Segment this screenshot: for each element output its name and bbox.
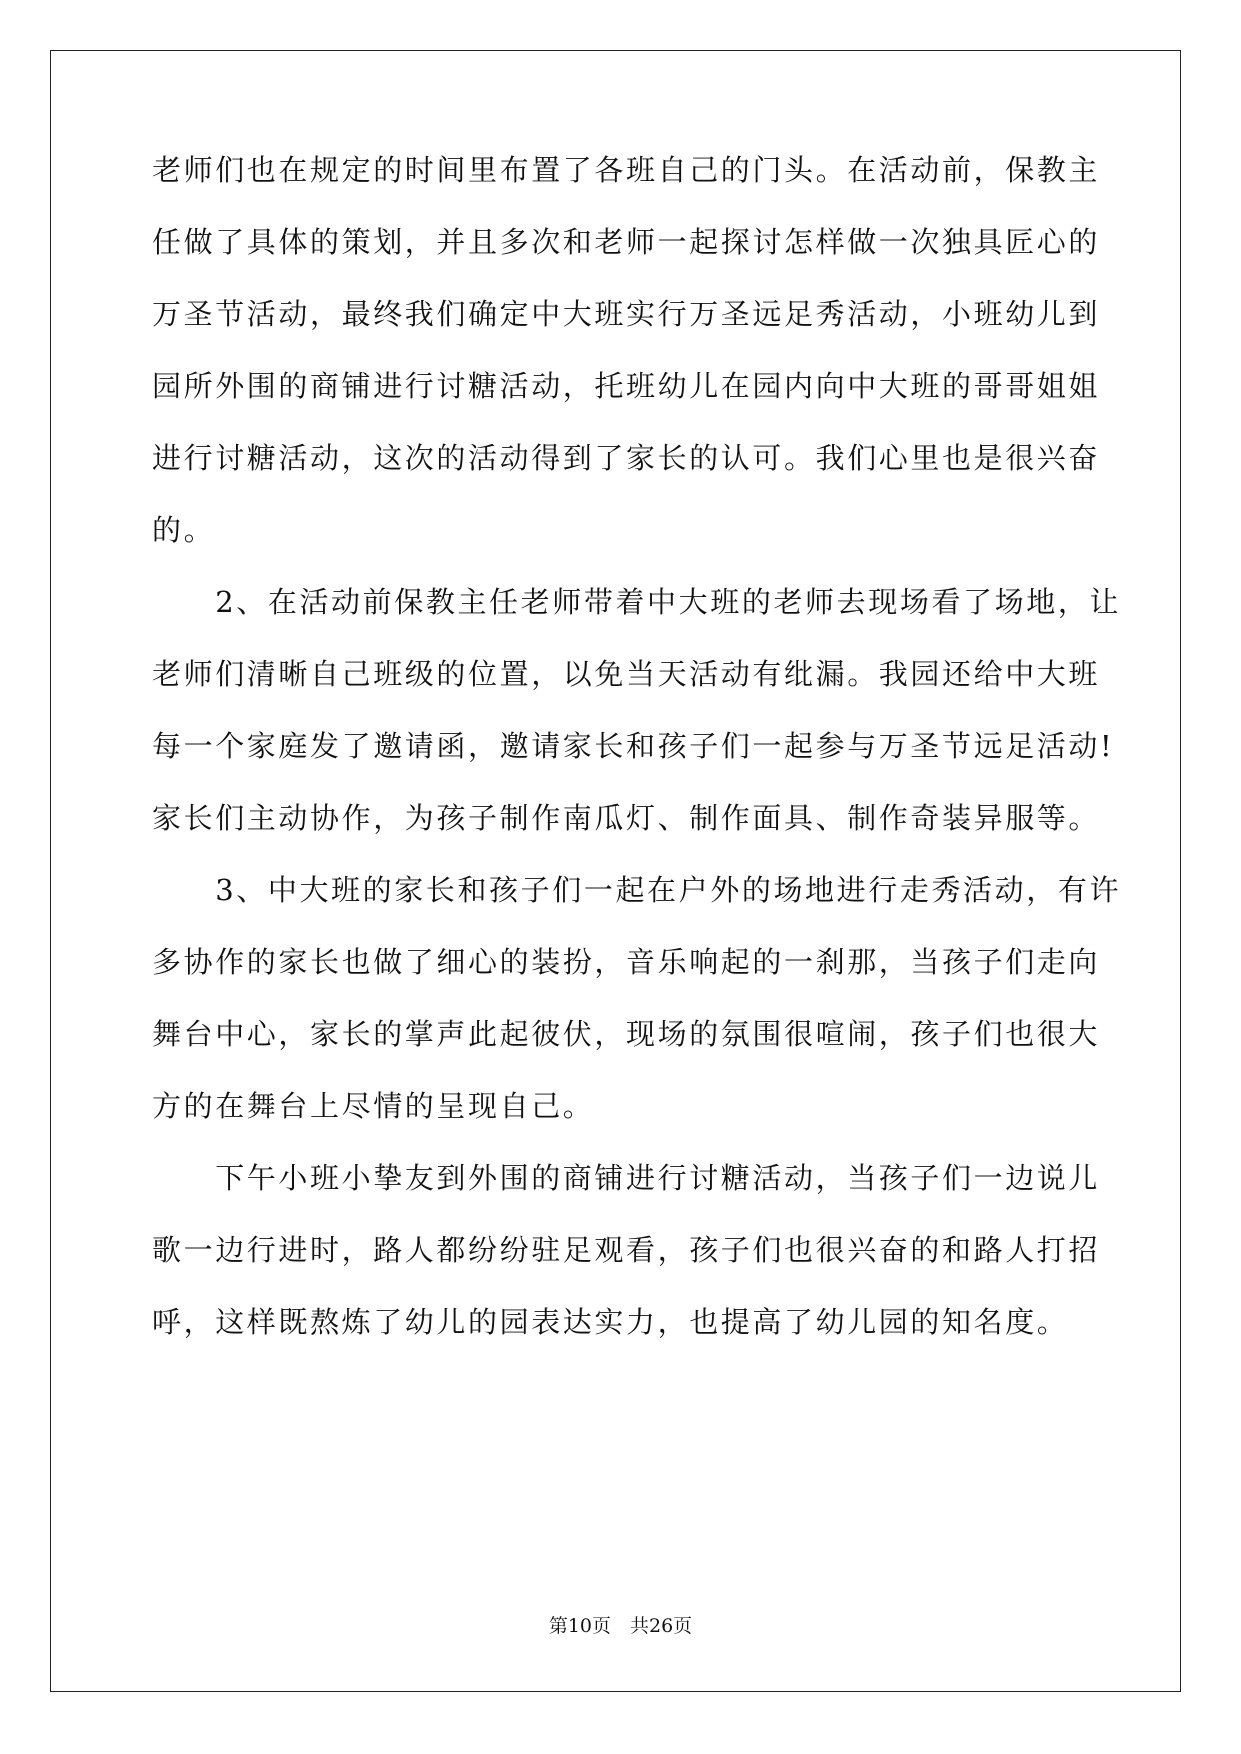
body-text-line: 老师们也在规定的时间里布置了各班自己的门头。在活动前，保教主 [152, 153, 1101, 187]
body-text-line: 多协作的家长也做了细心的装扮，音乐响起的一刹那，当孩子们走向 [152, 945, 1101, 979]
body-text-line: 的。 [152, 513, 216, 547]
body-text-line: 下午小班小挚友到外围的商铺进行讨糖活动，当孩子们一边说儿 [152, 1161, 1101, 1195]
body-text-line: 每一个家庭发了邀请函，邀请家长和孩子们一起参与万圣节远足活动! [152, 729, 1115, 763]
page-number-footer [0, 1614, 1241, 1638]
body-text-line: 万圣节活动，最终我们确定中大班实行万圣远足秀活动，小班幼儿到 [152, 297, 1101, 331]
body-text-line: 园所外围的商铺进行讨糖活动，托班幼儿在园内向中大班的哥哥姐姐 [152, 369, 1101, 403]
body-text-line: 家长们主动协作，为孩子制作南瓜灯、制作面具、制作奇装异服等。 [152, 801, 1101, 835]
body-text-line: 歌一边行进时，路人都纷纷驻足观看，孩子们也很兴奋的和路人打招 [152, 1233, 1101, 1267]
body-text-line: 3、中大班的家长和孩子们一起在户外的场地进行走秀活动，有许 [152, 873, 1122, 907]
body-text-line: 方的在舞台上尽情的呈现自己。 [152, 1089, 595, 1123]
body-text-line: 任做了具体的策划，并且多次和老师一起探讨怎样做一次独具匠心的 [152, 225, 1101, 259]
page-number-text: 第10页 共26页 [548, 1615, 693, 1637]
body-text-line: 呼，这样既熬炼了幼儿的园表达实力，也提高了幼儿园的知名度。 [152, 1305, 1069, 1339]
body-text-line: 舞台中心，家长的掌声此起彼伏，现场的氛围很喧闹，孩子们也很大 [152, 1017, 1101, 1051]
body-text-line: 老师们清晰自己班级的位置，以免当天活动有纰漏。我园还给中大班 [152, 657, 1101, 691]
body-text-line: 进行讨糖活动，这次的活动得到了家长的认可。我们心里也是很兴奋 [152, 441, 1101, 475]
body-text-line: 2、在活动前保教主任老师带着中大班的老师去现场看了场地，让 [152, 585, 1122, 619]
